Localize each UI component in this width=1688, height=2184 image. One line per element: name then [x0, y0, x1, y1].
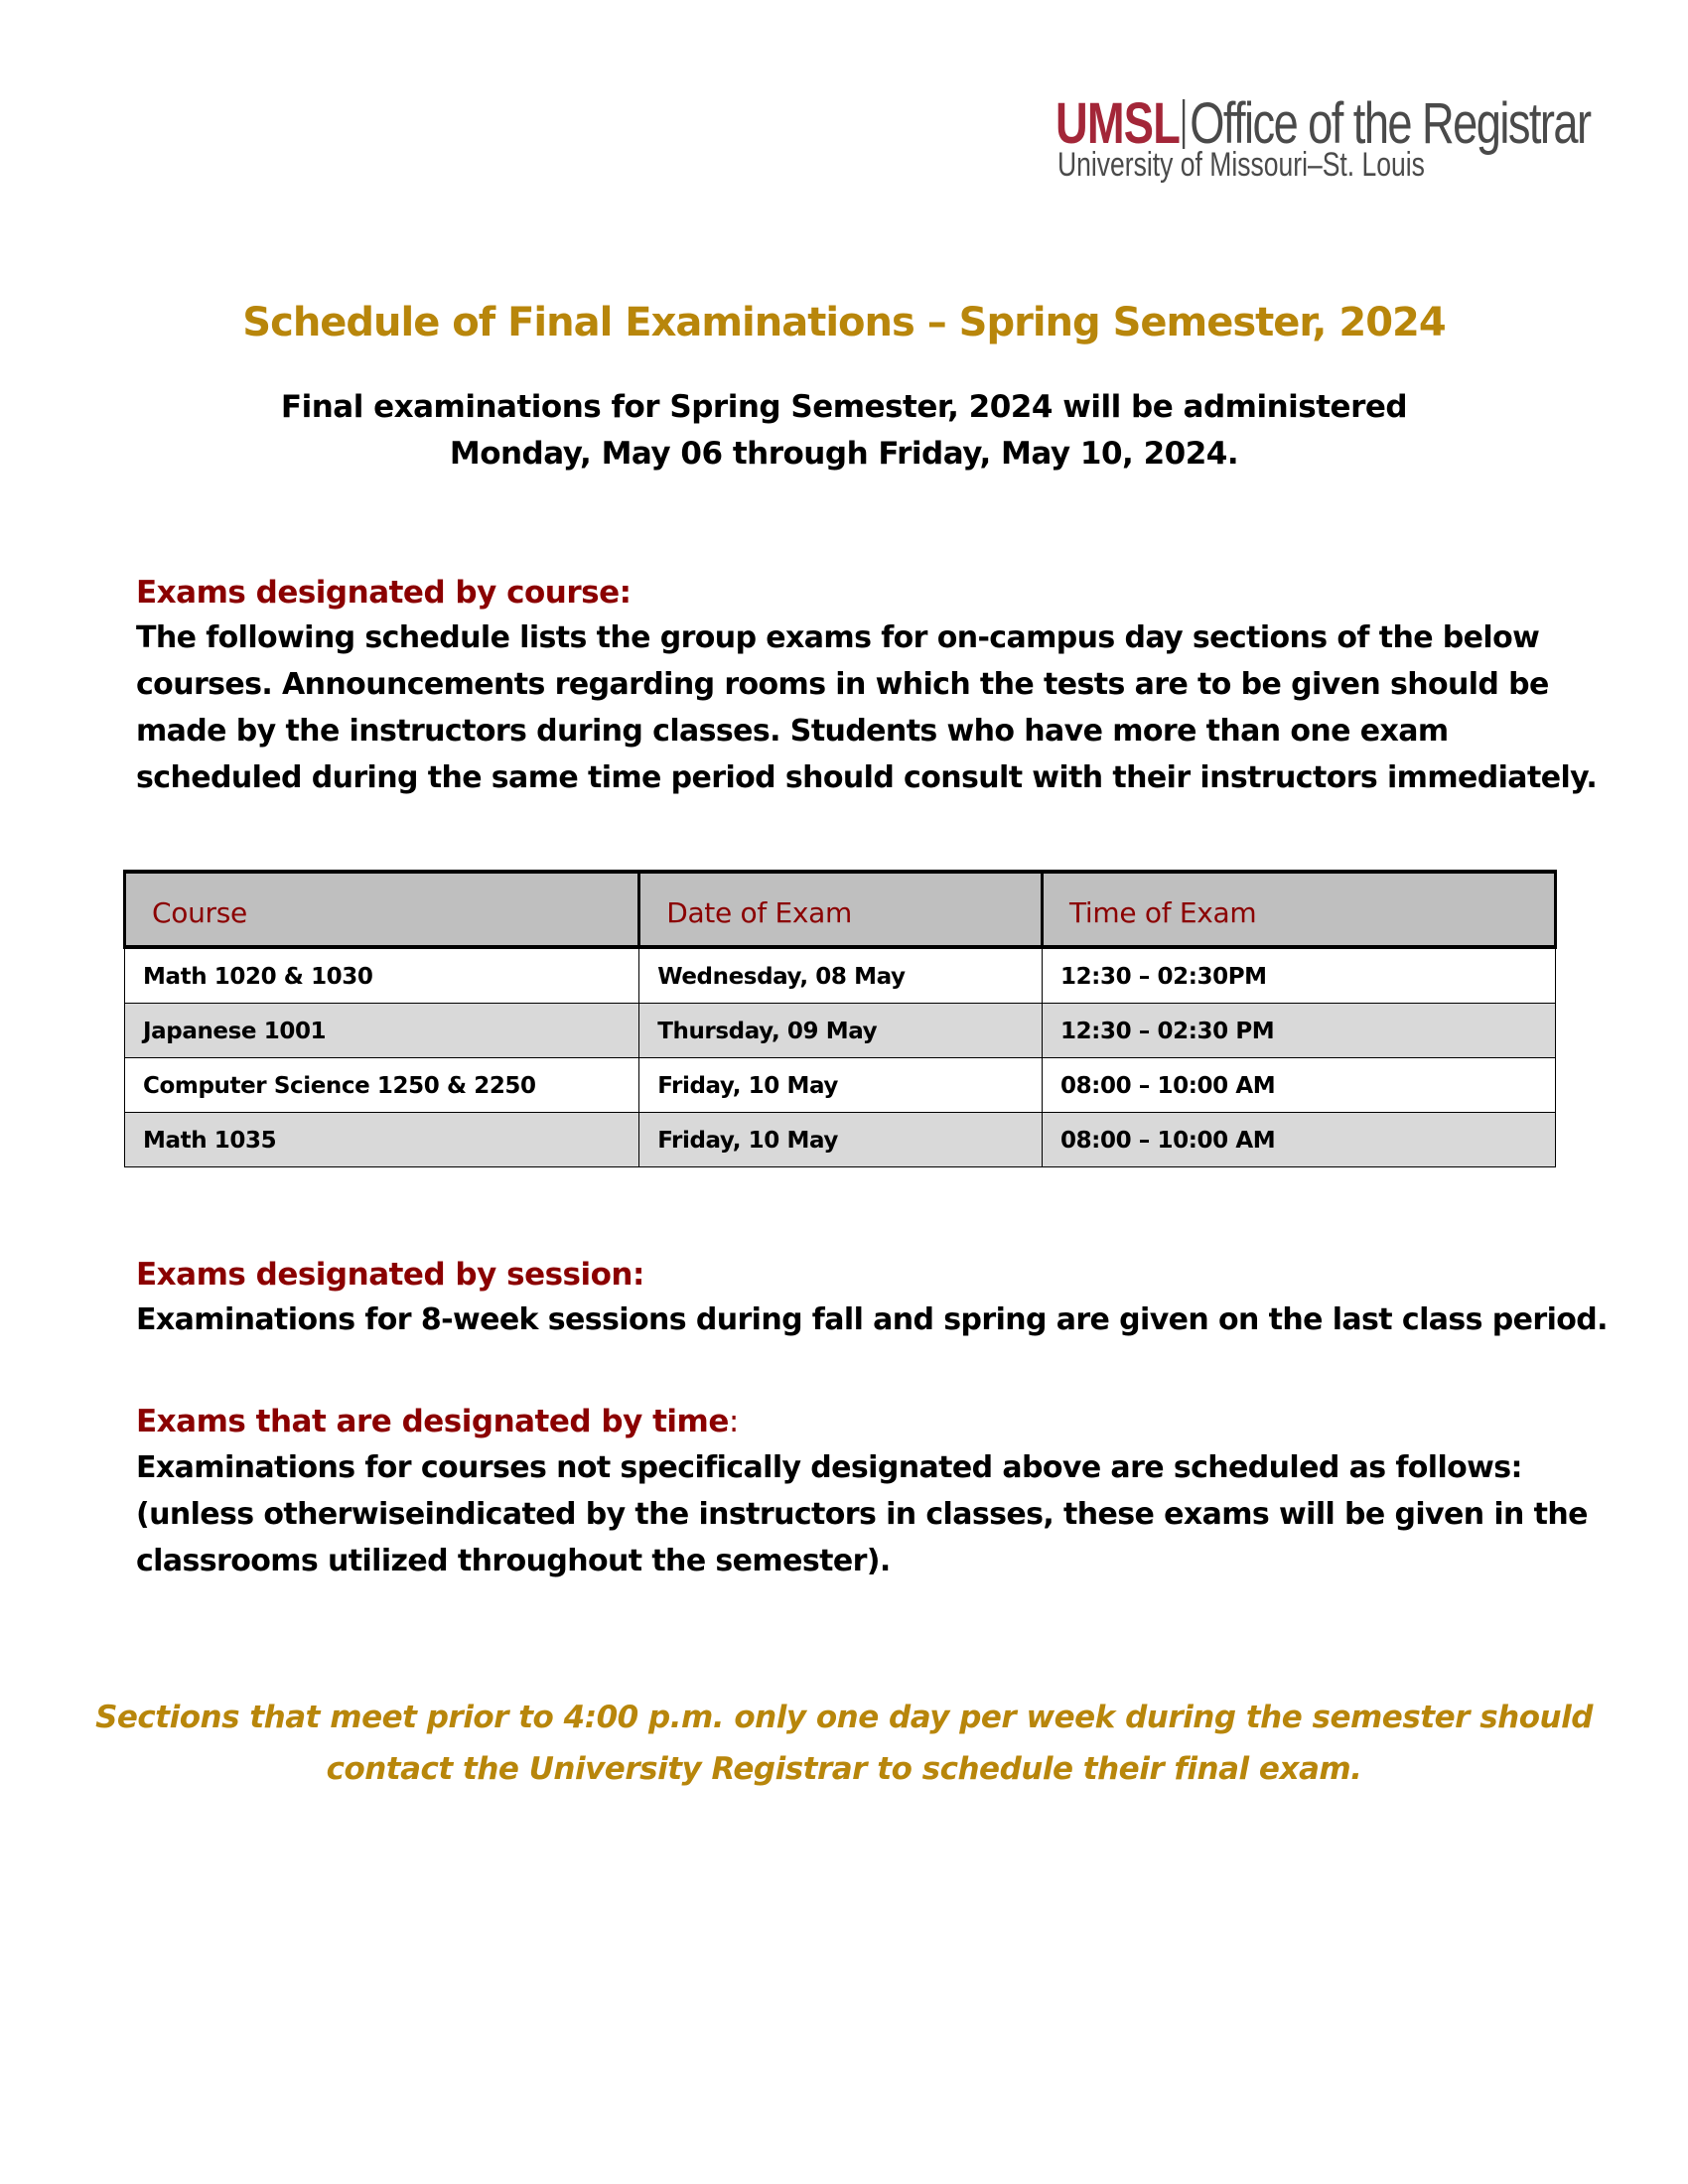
by-course-line: The following schedule lists the group exams for on-campus day sections of the below	[136, 620, 1540, 655]
cell-date: Wednesday, 08 May	[639, 947, 1043, 1004]
by-time-heading-colon: :	[728, 1404, 739, 1439]
logo-divider	[1183, 99, 1185, 149]
page-title: Schedule of Final Examinations – Spring Semester, 2024	[242, 300, 1446, 345]
header-course: Course	[125, 872, 639, 947]
by-session-body	[136, 1297, 1608, 1343]
logo-brand: UMSL	[1055, 91, 1181, 156]
by-course-line: courses. Announcements regarding rooms in which the tests are to be given should be	[136, 667, 1549, 702]
cell-time: 08:00 – 10:00 AM	[1042, 1058, 1555, 1113]
cell-course: Math 1020 & 1030	[125, 947, 639, 1004]
umsl-registrar-logo	[1055, 91, 1591, 191]
cell-course: Computer Science 1250 & 2250	[125, 1058, 639, 1113]
exam-schedule-table	[123, 870, 1557, 1167]
notice-line-1: Sections that meet prior to 4:00 p.m. only one day per week during the semester should	[95, 1700, 1593, 1735]
cell-course: Japanese 1001	[125, 1004, 639, 1058]
by-time-body	[136, 1444, 1586, 1584]
by-course-line: made by the instructors during classes. Students who have more than one exam	[136, 714, 1449, 749]
table-row	[125, 947, 1556, 1004]
by-course-body	[136, 614, 1598, 801]
notice-line-2: contact the University Registrar to schedule their final exam.	[326, 1751, 1362, 1787]
header-date: Date of Exam	[639, 872, 1043, 947]
by-time-heading	[136, 1400, 739, 1443]
intro-line-1: Final examinations for Spring Semester, 2024 will be administered	[280, 389, 1408, 425]
by-time-line: classrooms utilized throughout the semester).	[136, 1544, 891, 1578]
cell-date: Thursday, 09 May	[639, 1004, 1043, 1058]
cell-time: 08:00 – 10:00 AM	[1042, 1113, 1555, 1167]
table-row	[125, 1004, 1556, 1058]
table-row	[125, 1058, 1556, 1113]
logo-office: Office of the Registrar	[1190, 91, 1591, 156]
by-course-line: scheduled during the same time period should consult with their instructors immediately.	[136, 760, 1598, 795]
registrar-notice	[0, 1692, 1688, 1795]
intro-line-2: Monday, May 06 through Friday, May 10, 2024.	[449, 436, 1239, 472]
logo-university: University of Missouri–St. Louis	[1057, 146, 1425, 184]
by-course-heading: Exams designated by course:	[136, 575, 632, 611]
table-row	[125, 1113, 1556, 1167]
cell-date: Friday, 10 May	[639, 1113, 1043, 1167]
by-time-line: (unless otherwiseindicated by the instructors in classes, these exams will be given in the	[136, 1497, 1588, 1532]
by-session-heading: Exams designated by session:	[136, 1257, 644, 1293]
by-session-line: Examinations for 8-week sessions during fall and spring are given on the last class period.	[136, 1302, 1608, 1337]
cell-date: Friday, 10 May	[639, 1058, 1043, 1113]
header-time: Time of Exam	[1042, 872, 1555, 947]
table-header-row	[125, 872, 1556, 947]
cell-course: Math 1035	[125, 1113, 639, 1167]
by-time-line: Examinations for courses not specifically designated above are scheduled as follows:	[136, 1450, 1522, 1485]
cell-time: 12:30 – 02:30 PM	[1042, 1004, 1555, 1058]
by-time-heading-text: Exams that are designated by time	[136, 1404, 729, 1439]
cell-time: 12:30 – 02:30PM	[1042, 947, 1555, 1004]
